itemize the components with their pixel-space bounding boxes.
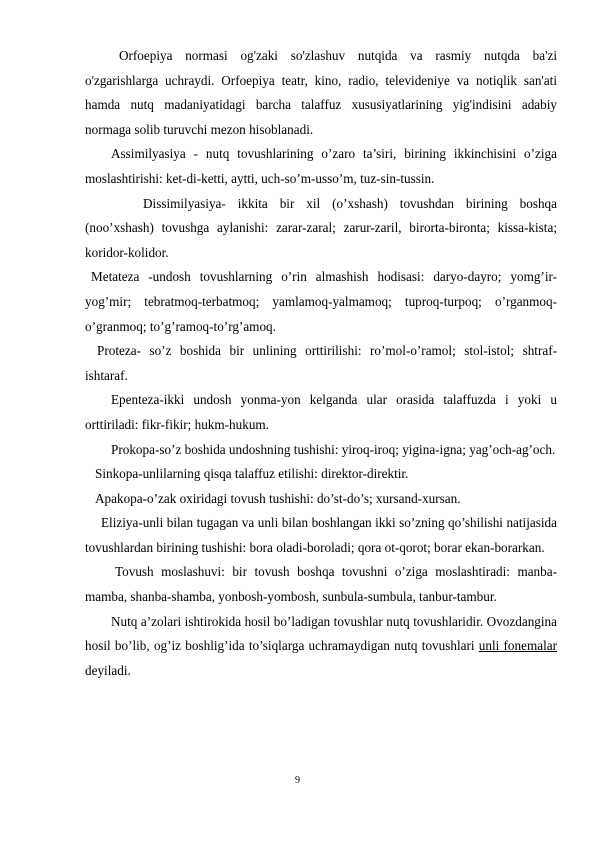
paragraph-eliziya: Eliziya-unli bilan tugagan va unli bilan boshlangan ikki so’zning qo’shilishi natijasida tovushlardan birining tushishi: bora oladi-boroladi; qora ot-qorot; borar ekan-borarkan. [85,515,557,555]
paragraph-dissimilyasiya: Dissimilyasiya- ikkita bir xil (o’xshash) tovushdan birining boshqa (noo’xshash) tovushga aylanishi: zarar-zaral; zarur-zaril, birorta-bironta; kissa-kista; koridor-kolidor. [85,195,557,260]
unli-fonemalar-link[interactable]: unli fonemalar [478,638,557,654]
page-number: 9 [295,775,300,786]
paragraph-epenteza: Epenteza-ikki undosh yonma-yon kelganda ular orasida talaffuzda i yoki u orttiriladi: fikr-fikir; hukm-hukum. [85,392,557,432]
paragraph-assimilyasiya: Assimilyasiya - nutq tovushlarining o’zaro ta’siri, birining ikkinchisini o’ziga moslashtirishi: ket-di-ketti, aytti, uch-so’m-usso’m, tuz-sin-tussin. [85,146,557,186]
paragraph-metateza: Metateza -undosh tovushlarning o’rin almashish hodisasi: daryo-dayro; yomg’ir-yog’mir; tebratmoq-terbatmoq; yamlamoq-yalmamoq; tuproq-turpoq; o’rganmoq-o’granmoq; to’g’ramoq-to’rg’amoq. [85,269,557,334]
paragraph-nutq-tovushlari [85,610,557,684]
paragraph-prokopa: Prokopa-so’z boshida undoshning tushishi: yiroq-iroq; yigina-igna; yag’och-ag’och. [111,441,556,457]
document-page [85,44,557,683]
paragraph-apakopa: Apakopa-o’zak oxiridagi tovush tushishi: do’st-do’s; xursand-xursan. [95,490,461,506]
paragraph-tovush-moslashuvi: Tovush moslashuvi: bir tovush boshqa tovushni o’ziga moslashtiradi: manba-mamba, shanba-shamba, yonbosh-yombosh, sunbula-sumbula, tanbur-tambur. [85,564,557,605]
paragraph-proteza: Proteza- so’z boshida bir unlining orttirilishi: ro’mol-o’ramol; stol-istol; shtraf-ishtaraf. [85,343,557,383]
paragraph-sinkopa: Sinkopa-unlilarning qisqa talaffuz etilishi: direktor-direktir. [95,466,409,482]
paragraph-text-after: deyiladi. [85,662,131,678]
paragraph-orfoepiya: Orfoepiya normasi og'zaki so'zlashuv nutqida va rasmiy nutqda ba'zi o'zgarishlarga uchraydi. Orfoepiya teatr, kino, radio, televideniye va notiqlik san'ati hamda nutq madaniyatidagi barcha talaffuz xususiyatlarining yig'indisini adabiy normaga solib turuvchi mezon hisoblanadi. [85,48,557,137]
paragraph-text-before: Nutq a’zolari ishtirokida hosil bo’ladigan tovushlar nutq tovushlaridir. Ovozdangina hosil bo’lib, og’iz boshlig’ida to’siqlarga uchramaydigan nutq tovushlari [85,613,557,654]
